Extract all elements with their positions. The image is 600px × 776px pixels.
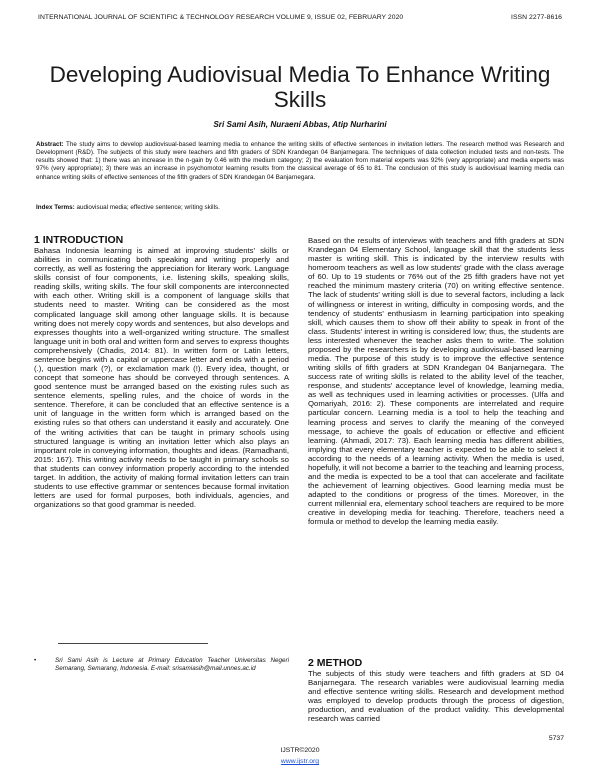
introduction-left-text: Bahasa Indonesia learning is aimed at improving students' skills or abilities in communicating both speaking and writing properly and correctly, as well as fostering the appreciation for literary work. Language skills consist of four components, i.e. listening skills, speaking skills, reading skills, writing skills. The four skill components are interconnected with each other. Writing skill is a component of language skills that students need to master. Writing can be considered as the most complicated language skill among other language skills. It is because writing does not merely copy words and sentences, but also develops and expresses thoughts into a well-organized writing structure. The smallest language unit in both oral and written form and serves to express thoughts comprehensively (Chadis, 2014: 81). In written form or Latin letters, sentence begins with a capital or uppercase letter and ends with a period (.), question mark (?), or exclamation mark (!). Every idea, thought, or concept that someone has should be conveyed through sentences. A good sentence must be arranged based on the existing rules such as sentence elements, spelling rules, and the choice of words in the sentence. Therefore, it can be concluded that an effective sentence is a unit of language in the written form which is arranged based on the existing rules so that others can understand it easily and accurately. One of the writing activities that can be taught in primary schools using structured language is writing an invitation letter which also plays an important role in conveying information, thoughts and ideas. (Ramadhanti, 2015: 167). This writing activity needs to be taught in primary schools so that students can convey information properly according to the intended target. In addition, the activity of making formal invitation letters can train students to use effective grammar or sentences because formal invitation letters are used for formal purposes, both individuals, agencies, and organizations so that good grammar is needed. xyxy=(34,246,289,510)
introduction-right-text: Based on the results of interviews with teachers and fifth graders at SDN Krandegan 04 Elementary School, language skill that the students less master is writing skill. This is indicated by the interview results with homeroom teachers as well as low students' grade with the class average of 60. Up to 19 students or 76% out of the 25 fifth graders have not yet reached the minimum mastery criteria (70) on writing effective sentence. The lack of students' writing skill is due to several factors, including a lack of willingness or interest in writing, difficulty in composing words, and the tendency of students' enthusiasm in learning participation into speaking skill, which causes them to show off their ability to speak in front of the class. Students' interest in writing is considered low; thus, the students are less interested whenever the teacher asks them to write. The solution proposed by the researchers is by developing audiovisual-based learning media. The purpose of this study is to improve the effective sentence writing skills of fifth graders at SDN Krandegan 04 Banjarnegara. The success rate of writing skills is related to the ability level of the teacher, response, and students' acceptance level of knowledge, learning media, as well as techniques used in learning activities or processes. (Ulfa and Qomariyah, 2016: 2). These components are interrelated and require particular concern. Learning media is a tool to help the teaching and learning process and serves to clarify the meaning of the conveyed message, to achieve the goals of education or effective and efficient learning. (Ahmadi, 2017: 73). Each learning media has different abilities, implying that every elementary teacher is expected to be able to select it according to the needs of a learning activity. When the media is used, hopefully, it will not become a barrier to the teaching and learning process, and the media is expected to be a tool that can accelerate and facilitate the achievement of learning objectives. Good learning media must be adapted to the conditions or progress of the times. Moreover, in the current millennial era, elementary school teachers are required to be more creative in developing media for teaching. Therefore, teachers need a formula or method to develop the learning media easily. xyxy=(308,236,564,527)
footer-journal: IJSTR©2020 xyxy=(280,747,320,754)
journal-header: INTERNATIONAL JOURNAL OF SCIENTIFIC & TECHNOLOGY RESEARCH VOLUME 9, ISSUE 02, FEBRUARY 2020 xyxy=(38,14,404,21)
issn-label: ISSN 2277-8616 xyxy=(511,14,562,21)
method-section xyxy=(308,657,564,723)
footnote-divider xyxy=(58,643,208,644)
abstract-label: Abstract: xyxy=(36,141,64,148)
index-terms xyxy=(36,204,564,212)
footnote-bullet: • xyxy=(34,657,37,664)
abstract-text: The study aims to develop audiovisual-based learning media to enhance the writing skills of effective sentences in invitation letters. The research method was Research and Development (R&D). The subjects of this study were teachers and fifth graders of SDN Krandegan 04 Banjarnegara. The techniques of data collection included tests and non-tests. The results showed that: 1) there was an increase in the n-gain by 0.46 with the medium category; 2) the evaluation from material experts was 92% (very appropriate) and media experts was 97% (very appropriate); 3) there was an increase in psychomotor learning results from the classical average of 65 to 81. The conclusion of this study is audiovisual learning media can enhance writing skills of effective sentences of the fifth graders of SDN Krandegan 04 Banjarnegara. xyxy=(36,141,564,181)
left-column xyxy=(34,234,289,509)
right-column xyxy=(308,236,564,527)
page-number: 5737 xyxy=(548,735,564,742)
method-text: The subjects of this study were teachers and fifth graders at SD 04 Banjarnegara. The research variables were audiovisual learning media and effective sentence writing skills. Research and development method was employed to develop products through the process of digestion, production, and evaluation of the product validity. This developmental research was carried xyxy=(308,669,564,724)
author-footnote xyxy=(34,657,289,673)
paper-title: Developing Audiovisual Media To Enhance Writing Skills xyxy=(49,62,551,112)
authors: Sri Sami Asih, Nuraeni Abbas, Atip Nurharini xyxy=(213,120,387,129)
footer-website-link[interactable]: www.ijstr.org xyxy=(280,758,320,765)
section-heading-method: 2 METHOD xyxy=(308,657,363,669)
running-header xyxy=(38,14,562,26)
footnote-text: Sri Sami Asih is Lecture at Primary Education Teacher Universitas Negeri Semarang, Semarang, Indonesia. E-mail: srisamiasih@mail.unnes.ac.id xyxy=(55,657,289,673)
abstract xyxy=(36,141,564,182)
index-terms-text: audiovisual media; effective sentence; writing skills. xyxy=(74,204,220,211)
index-terms-label: Index Terms: xyxy=(36,204,75,211)
section-heading-introduction: 1 INTRODUCTION xyxy=(34,234,124,246)
